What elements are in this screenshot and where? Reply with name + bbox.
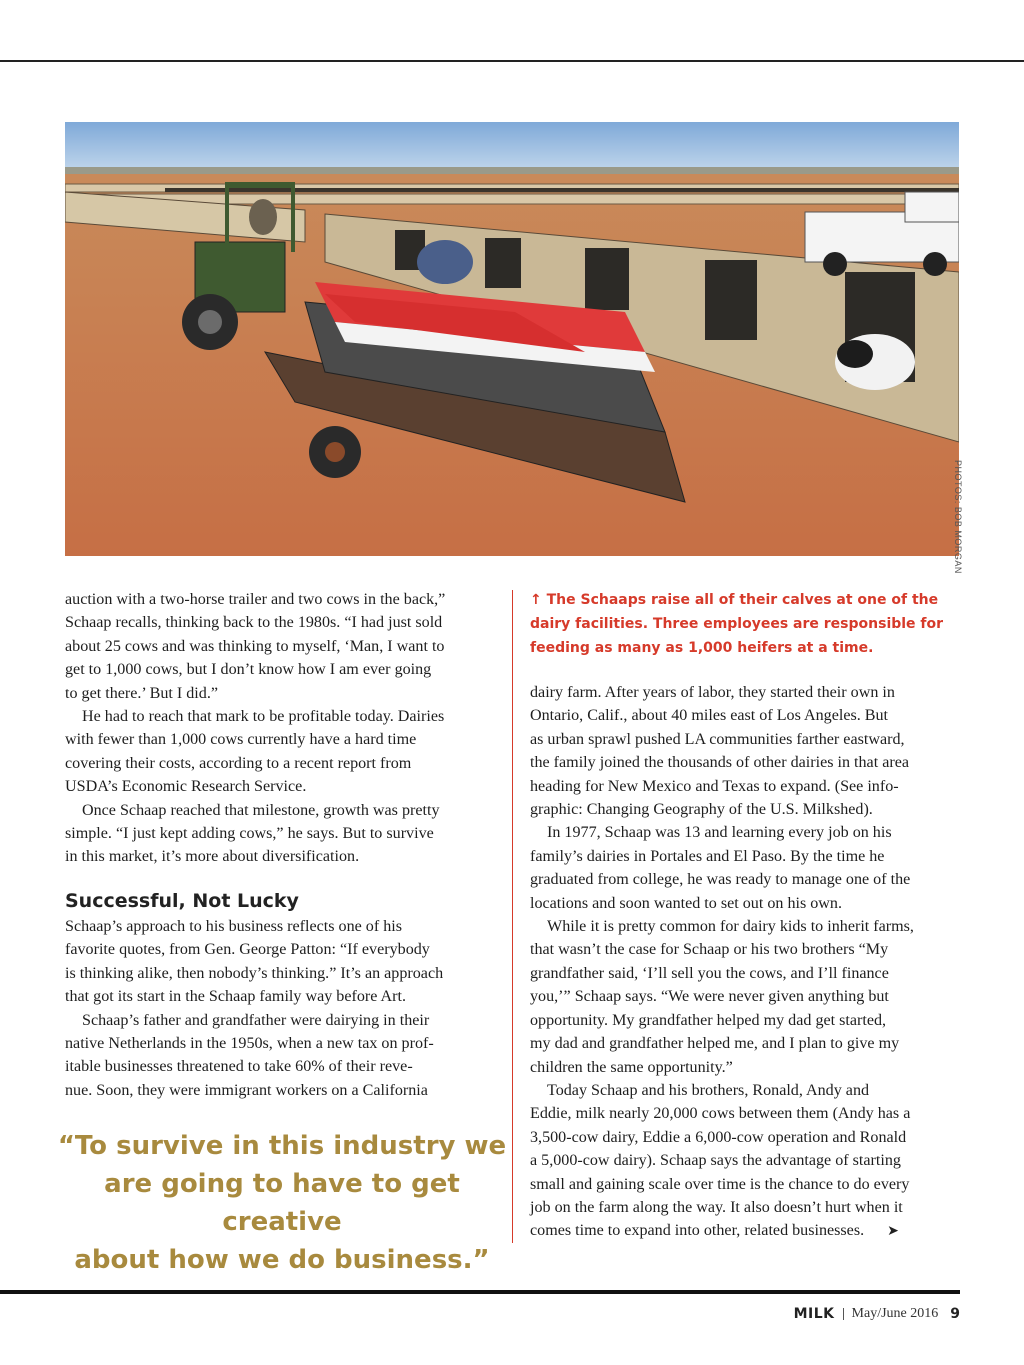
body-paragraph: dairy farm. After years of labor, they started their own in Ontario, Calif., about 40 miles east of Los Angeles. But as urban sprawl pushed LA communities farther eastward, the family joined the thousands of other dairies in that area heading for New Mexico and Texas to expand. (See info- graphic: Changing Geography of the U.S. Milkshed). — [530, 684, 909, 819]
body-paragraph: While it is pretty common for dairy kids to inherit farms, that wasn’t the case for Schaap or his two brothers “My grandfather said, ‘I’ll sell you the cows, and I’ll finance you,’” Schaap says. “We were never given anything but opportunity. My grandfather helped my dad get started, my dad and grandfather helped me, and I plan to give my children the same opportunity.” — [530, 918, 914, 1076]
body-paragraph: Schaap’s approach to his business reflects one of his favorite quotes, from Gen. George Patton: “If everybody is thinking alike, then nobody’s thinking.” It’s an approach that got its start in the Schaap family way before Art. — [65, 917, 444, 1006]
body-paragraph: In 1977, Schaap was 13 and learning every job on his family’s dairies in Portales and El Paso. By the time he graduated from college, he was ready to manage one of the locations and soon wanted to set out on his own. — [530, 824, 911, 912]
issue-date: May/June 2016 — [851, 1306, 939, 1321]
photo-caption: ↑ The Schaaps raise all of their calves at one of the dairy facilities. Three employees are responsible for feeding as many as 1,000 heifers at a time. — [530, 592, 944, 656]
photo-calf-hutches — [65, 122, 959, 556]
body-paragraph: auction with a two-horse trailer and two cows in the back,” Schaap recalls, thinking back to the 1980s. “I had just sold about 25 cows and was thinking to myself, ‘Man, I want to get to 1,000 cows, but I don’t know how I am ever going to get there.’ But I did.” — [65, 591, 446, 702]
body-paragraph-text: Today Schaap and his brothers, Ronald, Andy and Eddie, milk nearly 20,000 cows between them (Andy has a 3,500-cow dairy, Eddie a 6,000-cow operation and Ronald a 5,000-cow dairy). Schaap says the advantage of starting small and gaining scale over time is the chance to do every job on the farm along the way. It also doesn’t hurt when it comes time to expand into other, related businesses. — [530, 1081, 911, 1240]
right-column — [530, 681, 960, 1244]
column-divider — [512, 590, 513, 1243]
photo-credit: PHOTOS: BOB MORGAN — [953, 460, 963, 574]
page-footer — [794, 1306, 960, 1322]
body-paragraph: He had to reach that mark to be profitable today. Dairies with fewer than 1,000 cows currently have a hard time covering their costs, according to a recent report from USDA’s Economic Research Service. — [65, 708, 445, 796]
bottom-rule — [0, 1290, 960, 1294]
page-number: 9 — [950, 1306, 960, 1322]
top-rule — [0, 60, 1024, 62]
magazine-name: MILK — [793, 1306, 835, 1322]
body-paragraph: Schaap’s father and grandfather were dairying in their native Netherlands in the 1950s, when a new tax on prof- itable businesses threatened to take 60% of their reve- nue. Soon, they were immigrant workers on a California — [65, 1011, 434, 1099]
body-paragraph — [530, 1079, 960, 1244]
footer-separator — [843, 1308, 844, 1320]
left-column — [65, 588, 495, 1102]
arrow-right-icon: ➤ — [887, 1223, 899, 1240]
body-paragraph: Once Schaap reached that milestone, growth was pretty simple. “I just kept adding cows,” he says. But to survive in this market, it’s more about diversification. — [65, 801, 440, 866]
section-subhead: Successful, Not Lucky — [65, 889, 299, 912]
pull-quote: “To survive in this industry we are going to have to get creative about how we do business.” — [57, 1131, 507, 1275]
